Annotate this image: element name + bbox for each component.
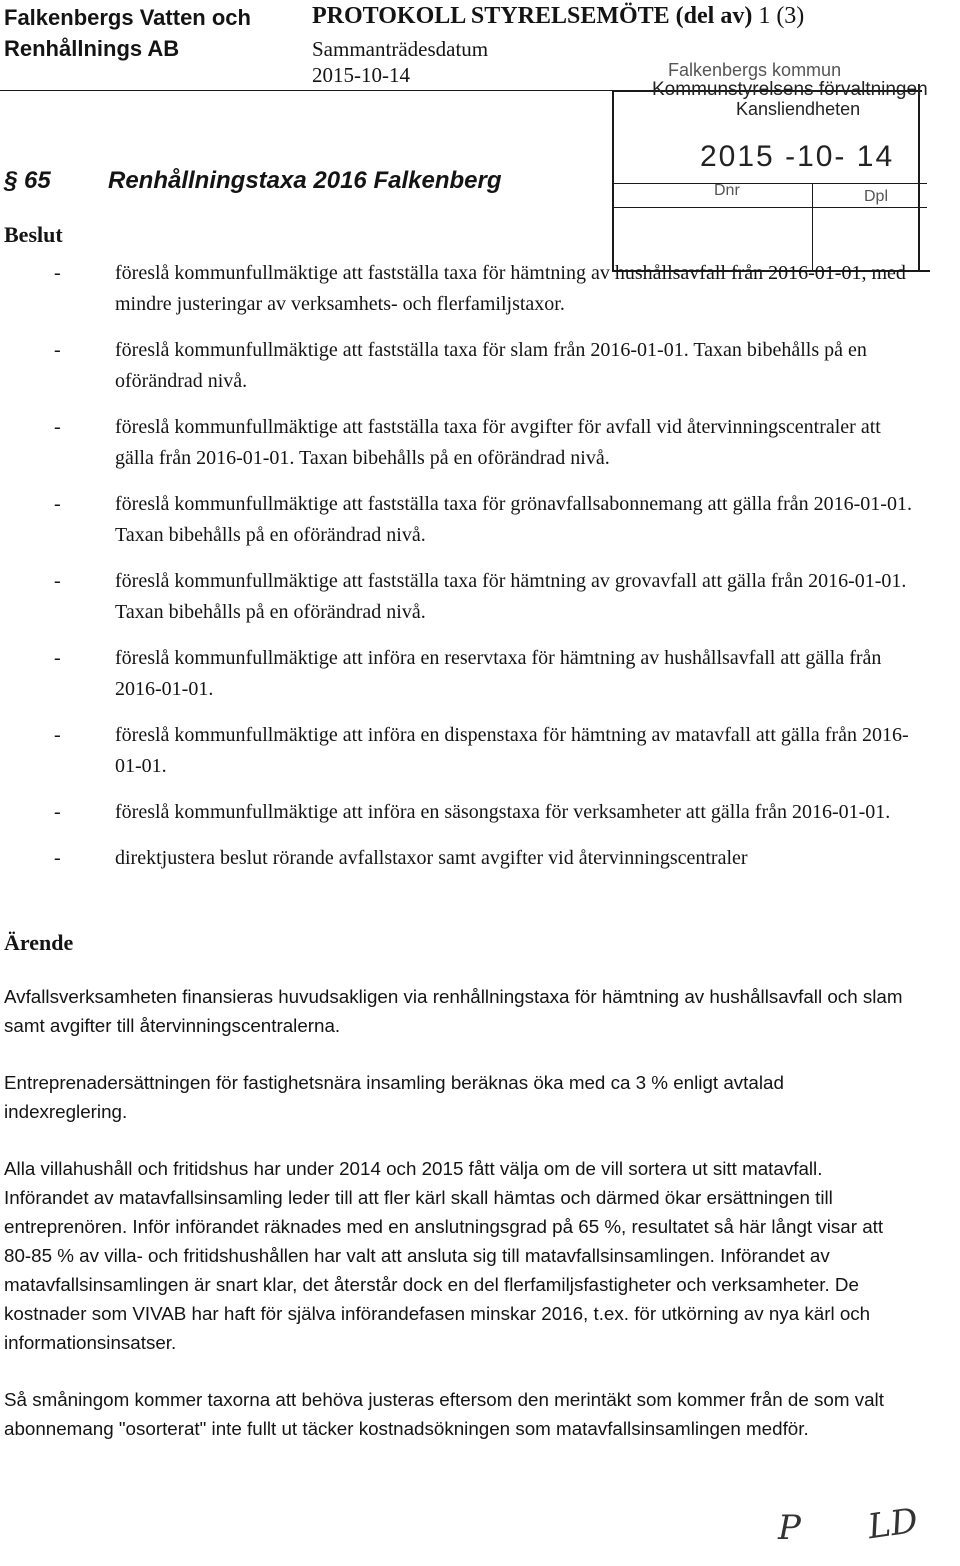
stamp-divider-2 (612, 207, 927, 208)
case-description (4, 982, 904, 1471)
decision-item (0, 843, 960, 874)
decision-item-text: föreslå kommunfullmäktige att införa en reservtaxa för hämtning av hushållsavfall att gälla från 2016-01-01. (115, 647, 882, 700)
decision-item-text: föreslå kommunfullmäktige att fastställa taxa för hämtning av hushållsavfall från 2016-01-01, med mindre justeringar av verksamhets- och flerfamiljstaxor. (115, 262, 906, 315)
signature-initials-1: P (778, 1508, 801, 1548)
stamp-department: Kommunstyrelsens förvaltningen (652, 79, 928, 100)
decision-item-text: direktjustera beslut rörande avfallstaxor samt avgifter vid återvinningscentraler (115, 847, 748, 869)
decision-item (0, 720, 960, 782)
list-dash-icon: - (54, 262, 61, 284)
organization-name (4, 2, 251, 64)
stamp-municipality: Falkenbergs kommun (668, 60, 842, 80)
stamp-unit: Kansliendheten (736, 99, 861, 119)
list-dash-icon: - (54, 647, 61, 669)
list-dash-icon: - (54, 416, 61, 438)
decision-item (0, 335, 960, 397)
case-paragraph: Alla villahushåll och fritidshus har under 2014 och 2015 fått välja om de vill sortera ut sitt matavfall. Införandet av matavfallsinsamling leder till att fler kärl skall hämtas och därmed ökar ersättningen till entreprenören. Inför införandet räknades med en anslutningsgrad på 65 %, resultatet så här långt visar att 80-85 % av villa- och fritidshushållen har valt att ansluta sig till matavfallsinsamlingen. Införandet av matavfallsinsamlingen är snart klar, det återstår dock en del flerfamiljsfastigheter och verksamheter. De kostnader som VIVAB har haft för själva införandefasen minskar 2016, t.ex. för utkörning av nya kärl och informationsinsatser. (4, 1158, 884, 1353)
stamp-border-left (612, 90, 614, 270)
session-date: 2015-10-14 (312, 63, 410, 87)
decision-item-text: föreslå kommunfullmäktige att fastställa taxa för slam från 2016-01-01. Taxan bibehålls på en oförändrad nivå. (115, 339, 867, 392)
stamp-dpl-label: Dpl (864, 188, 889, 205)
decision-item (0, 258, 960, 320)
decision-item (0, 412, 960, 474)
list-dash-icon: - (54, 724, 61, 746)
decision-item (0, 566, 960, 628)
decision-item (0, 643, 960, 705)
decision-item-text: föreslå kommunfullmäktige att införa en säsongstaxa för verksamheter att gälla från 2016-01-01. (115, 801, 891, 823)
paragraph-title: Renhållningstaxa 2016 Falkenberg (108, 167, 502, 194)
decision-item-text: föreslå kommunfullmäktige att fastställa taxa för avgifter för avfall vid återvinningscentraler att gälla från 2016-01-01. Taxan bibehålls på en oförändrad nivå. (115, 416, 881, 469)
list-dash-icon: - (54, 339, 61, 361)
stamp-divider (612, 183, 927, 184)
stamp-dnr-label: Dnr (714, 182, 740, 199)
case-paragraph: Så småningom kommer taxorna att behöva justeras eftersom den merintäkt som kommer från de som valt abonnemang "osorterat" inte fullt ut täcker kostnadsökningen som matavfallsinsamlingen medför. (4, 1389, 884, 1439)
header-divider (0, 90, 612, 91)
section-heading-arende: Ärende (4, 930, 74, 955)
stamp-date: 2015 -10- 14 (700, 140, 895, 173)
section-heading-beslut: Beslut (4, 222, 63, 247)
case-paragraph: Entreprenadersättningen för fastighetsnära insamling beräknas öka med ca 3 % enligt avtalad indexreglering. (4, 1072, 784, 1122)
decision-item (0, 797, 960, 828)
protocol-title-text: PROTOKOLL STYRELSEMÖTE (del av) (312, 3, 753, 29)
paragraph-number: § 65 (4, 167, 51, 194)
decision-list (0, 258, 960, 889)
list-dash-icon: - (54, 847, 61, 869)
protocol-title (312, 2, 804, 31)
decision-item (0, 489, 960, 551)
case-paragraph: Avfallsverksamheten finansieras huvudsakligen via renhållningstaxa för hämtning av hushållsavfall och slam samt avgifter till återvinningscentralerna. (4, 986, 903, 1036)
session-date-label: Sammanträdesdatum (312, 37, 489, 61)
organization-name-line-2: Renhållnings AB (4, 36, 180, 61)
decision-item-text: föreslå kommunfullmäktige att införa en dispenstaxa för hämtning av matavfall att gälla från 2016-01-01. (115, 724, 909, 777)
list-dash-icon: - (54, 801, 61, 823)
page-indicator: 1 (3) (758, 3, 805, 29)
list-dash-icon: - (54, 493, 61, 515)
list-dash-icon: - (54, 570, 61, 592)
stamp-border-right (918, 84, 920, 270)
stamp-column-divider (812, 183, 813, 270)
decision-item-text: föreslå kommunfullmäktige att fastställa taxa för hämtning av grovavfall att gälla från 2016-01-01. Taxan bibehålls på en oförändrad nivå. (115, 570, 907, 623)
decision-item-text: föreslå kommunfullmäktige att fastställa taxa för grönavfallsabonnemang att gälla från 2016-01-01. Taxan bibehålls på en oförändrad nivå. (115, 493, 912, 546)
signature-initials-2: LD (865, 1500, 921, 1548)
organization-name-line-1: Falkenbergs Vatten och (4, 5, 251, 30)
